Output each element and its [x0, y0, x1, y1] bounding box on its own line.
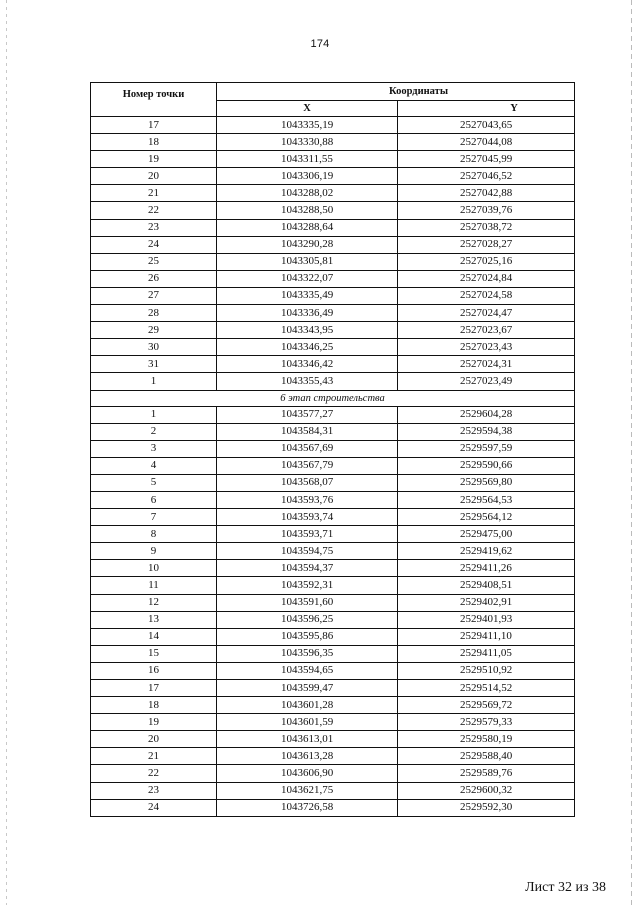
table-row [91, 577, 575, 594]
x-cell: 1043593,76 [217, 491, 398, 508]
table-row [91, 474, 575, 491]
y-cell: 2527024,84 [398, 270, 575, 287]
point-cell: 24 [91, 799, 217, 816]
point-cell: 16 [91, 662, 217, 679]
point-cell: 7 [91, 509, 217, 526]
y-cell: 2527025,16 [398, 253, 575, 270]
table-row [91, 305, 575, 322]
header-coordinates: Координаты [217, 83, 575, 101]
table-row [91, 168, 575, 185]
table-row [91, 185, 575, 202]
x-cell: 1043306,19 [217, 168, 398, 185]
x-cell: 1043288,50 [217, 202, 398, 219]
x-cell: 1043346,25 [217, 339, 398, 356]
table-row [91, 731, 575, 748]
y-cell: 2529604,28 [398, 406, 575, 423]
y-cell: 2527038,72 [398, 219, 575, 236]
sheet-counter: Лист 32 из 38 [525, 880, 606, 895]
scan-edge-left [6, 0, 7, 905]
y-cell: 2527024,58 [398, 287, 575, 304]
table-row [91, 526, 575, 543]
table-row [91, 356, 575, 373]
y-cell: 2529597,59 [398, 440, 575, 457]
table-row [91, 322, 575, 339]
point-cell: 17 [91, 117, 217, 134]
y-cell: 2527039,76 [398, 202, 575, 219]
x-cell: 1043726,58 [217, 799, 398, 816]
y-cell: 2527042,88 [398, 185, 575, 202]
x-cell: 1043343,95 [217, 322, 398, 339]
x-cell: 1043335,19 [217, 117, 398, 134]
y-cell: 2529402,91 [398, 594, 575, 611]
point-cell: 6 [91, 491, 217, 508]
point-cell: 20 [91, 168, 217, 185]
table-row [91, 202, 575, 219]
table-row [91, 765, 575, 782]
point-cell: 17 [91, 680, 217, 697]
x-cell: 1043601,28 [217, 697, 398, 714]
table-row [91, 491, 575, 508]
point-cell: 13 [91, 611, 217, 628]
point-cell: 26 [91, 270, 217, 287]
point-cell: 1 [91, 406, 217, 423]
point-cell: 11 [91, 577, 217, 594]
y-cell: 2529594,38 [398, 423, 575, 440]
x-cell: 1043594,65 [217, 662, 398, 679]
table-row [91, 799, 575, 816]
y-cell: 2527045,99 [398, 151, 575, 168]
y-cell: 2529419,62 [398, 543, 575, 560]
y-cell: 2529475,00 [398, 526, 575, 543]
table-row [91, 236, 575, 253]
point-cell: 3 [91, 440, 217, 457]
x-cell: 1043584,31 [217, 423, 398, 440]
y-cell: 2529569,80 [398, 474, 575, 491]
y-cell: 2527043,65 [398, 117, 575, 134]
y-cell: 2529510,92 [398, 662, 575, 679]
table-row [91, 134, 575, 151]
y-cell: 2529590,66 [398, 457, 575, 474]
table-row [91, 270, 575, 287]
table-row [91, 714, 575, 731]
table-row [91, 117, 575, 134]
point-cell: 21 [91, 185, 217, 202]
y-cell: 2527028,27 [398, 236, 575, 253]
x-cell: 1043577,27 [217, 406, 398, 423]
point-cell: 14 [91, 628, 217, 645]
point-cell: 2 [91, 423, 217, 440]
point-cell: 19 [91, 714, 217, 731]
section2-heading [91, 390, 575, 406]
point-cell: 18 [91, 134, 217, 151]
section-title: 6 этап строительства [91, 390, 575, 406]
section-title-row [91, 390, 575, 406]
point-cell: 18 [91, 697, 217, 714]
point-cell: 22 [91, 765, 217, 782]
table-row [91, 287, 575, 304]
x-cell: 1043606,90 [217, 765, 398, 782]
y-cell: 2529569,72 [398, 697, 575, 714]
point-cell: 23 [91, 219, 217, 236]
x-cell: 1043567,69 [217, 440, 398, 457]
point-cell: 31 [91, 356, 217, 373]
table-row [91, 782, 575, 799]
x-cell: 1043596,35 [217, 645, 398, 662]
x-cell: 1043599,47 [217, 680, 398, 697]
header-y: Y [398, 101, 575, 117]
y-cell: 2527044,08 [398, 134, 575, 151]
header-point-number: Номер точки [91, 83, 217, 117]
point-cell: 29 [91, 322, 217, 339]
table-row [91, 339, 575, 356]
x-cell: 1043594,37 [217, 560, 398, 577]
table-row [91, 543, 575, 560]
point-cell: 19 [91, 151, 217, 168]
table-row [91, 560, 575, 577]
x-cell: 1043592,31 [217, 577, 398, 594]
y-cell: 2527024,31 [398, 356, 575, 373]
y-cell: 2527023,67 [398, 322, 575, 339]
header-x: X [217, 101, 398, 117]
table-header [91, 83, 575, 117]
y-cell: 2529401,93 [398, 611, 575, 628]
y-cell: 2529411,10 [398, 628, 575, 645]
table-row [91, 253, 575, 270]
point-cell: 1 [91, 373, 217, 390]
table-row [91, 611, 575, 628]
x-cell: 1043335,49 [217, 287, 398, 304]
point-cell: 8 [91, 526, 217, 543]
point-cell: 28 [91, 305, 217, 322]
table-row [91, 509, 575, 526]
point-cell: 30 [91, 339, 217, 356]
table-row [91, 423, 575, 440]
x-cell: 1043567,79 [217, 457, 398, 474]
x-cell: 1043311,55 [217, 151, 398, 168]
x-cell: 1043290,28 [217, 236, 398, 253]
x-cell: 1043601,59 [217, 714, 398, 731]
x-cell: 1043330,88 [217, 134, 398, 151]
y-cell: 2529411,26 [398, 560, 575, 577]
section1-rows [91, 117, 575, 391]
x-cell: 1043288,64 [217, 219, 398, 236]
x-cell: 1043568,07 [217, 474, 398, 491]
table-row [91, 406, 575, 423]
table-row [91, 697, 575, 714]
y-cell: 2529411,05 [398, 645, 575, 662]
x-cell: 1043593,74 [217, 509, 398, 526]
y-cell: 2529592,30 [398, 799, 575, 816]
y-cell: 2529600,32 [398, 782, 575, 799]
point-cell: 21 [91, 748, 217, 765]
point-cell: 22 [91, 202, 217, 219]
y-cell: 2529514,52 [398, 680, 575, 697]
x-cell: 1043593,71 [217, 526, 398, 543]
table-row [91, 373, 575, 390]
y-cell: 2529579,33 [398, 714, 575, 731]
x-cell: 1043613,28 [217, 748, 398, 765]
x-cell: 1043355,43 [217, 373, 398, 390]
y-cell: 2529564,12 [398, 509, 575, 526]
y-cell: 2529589,76 [398, 765, 575, 782]
y-cell: 2529564,53 [398, 491, 575, 508]
y-cell: 2527023,43 [398, 339, 575, 356]
x-cell: 1043346,42 [217, 356, 398, 373]
table-row [91, 440, 575, 457]
x-cell: 1043596,25 [217, 611, 398, 628]
point-cell: 20 [91, 731, 217, 748]
table-row [91, 662, 575, 679]
point-cell: 9 [91, 543, 217, 560]
scan-edge-right [631, 0, 632, 905]
table-row [91, 645, 575, 662]
point-cell: 24 [91, 236, 217, 253]
point-cell: 10 [91, 560, 217, 577]
point-cell: 25 [91, 253, 217, 270]
table-row [91, 219, 575, 236]
section2-rows [91, 406, 575, 816]
point-cell: 15 [91, 645, 217, 662]
x-cell: 1043336,49 [217, 305, 398, 322]
table-row [91, 151, 575, 168]
x-cell: 1043613,01 [217, 731, 398, 748]
table-row [91, 457, 575, 474]
x-cell: 1043621,75 [217, 782, 398, 799]
y-cell: 2529408,51 [398, 577, 575, 594]
table-row [91, 680, 575, 697]
x-cell: 1043305,81 [217, 253, 398, 270]
point-cell: 5 [91, 474, 217, 491]
x-cell: 1043322,07 [217, 270, 398, 287]
y-cell: 2529580,19 [398, 731, 575, 748]
y-cell: 2527023,49 [398, 373, 575, 390]
table-row [91, 594, 575, 611]
x-cell: 1043288,02 [217, 185, 398, 202]
y-cell: 2527046,52 [398, 168, 575, 185]
y-cell: 2529588,40 [398, 748, 575, 765]
page-number: 174 [310, 38, 330, 50]
point-cell: 12 [91, 594, 217, 611]
x-cell: 1043595,86 [217, 628, 398, 645]
x-cell: 1043591,60 [217, 594, 398, 611]
x-cell: 1043594,75 [217, 543, 398, 560]
point-cell: 23 [91, 782, 217, 799]
point-cell: 27 [91, 287, 217, 304]
coordinates-table [90, 82, 575, 817]
table-row [91, 748, 575, 765]
point-cell: 4 [91, 457, 217, 474]
y-cell: 2527024,47 [398, 305, 575, 322]
table-row [91, 628, 575, 645]
